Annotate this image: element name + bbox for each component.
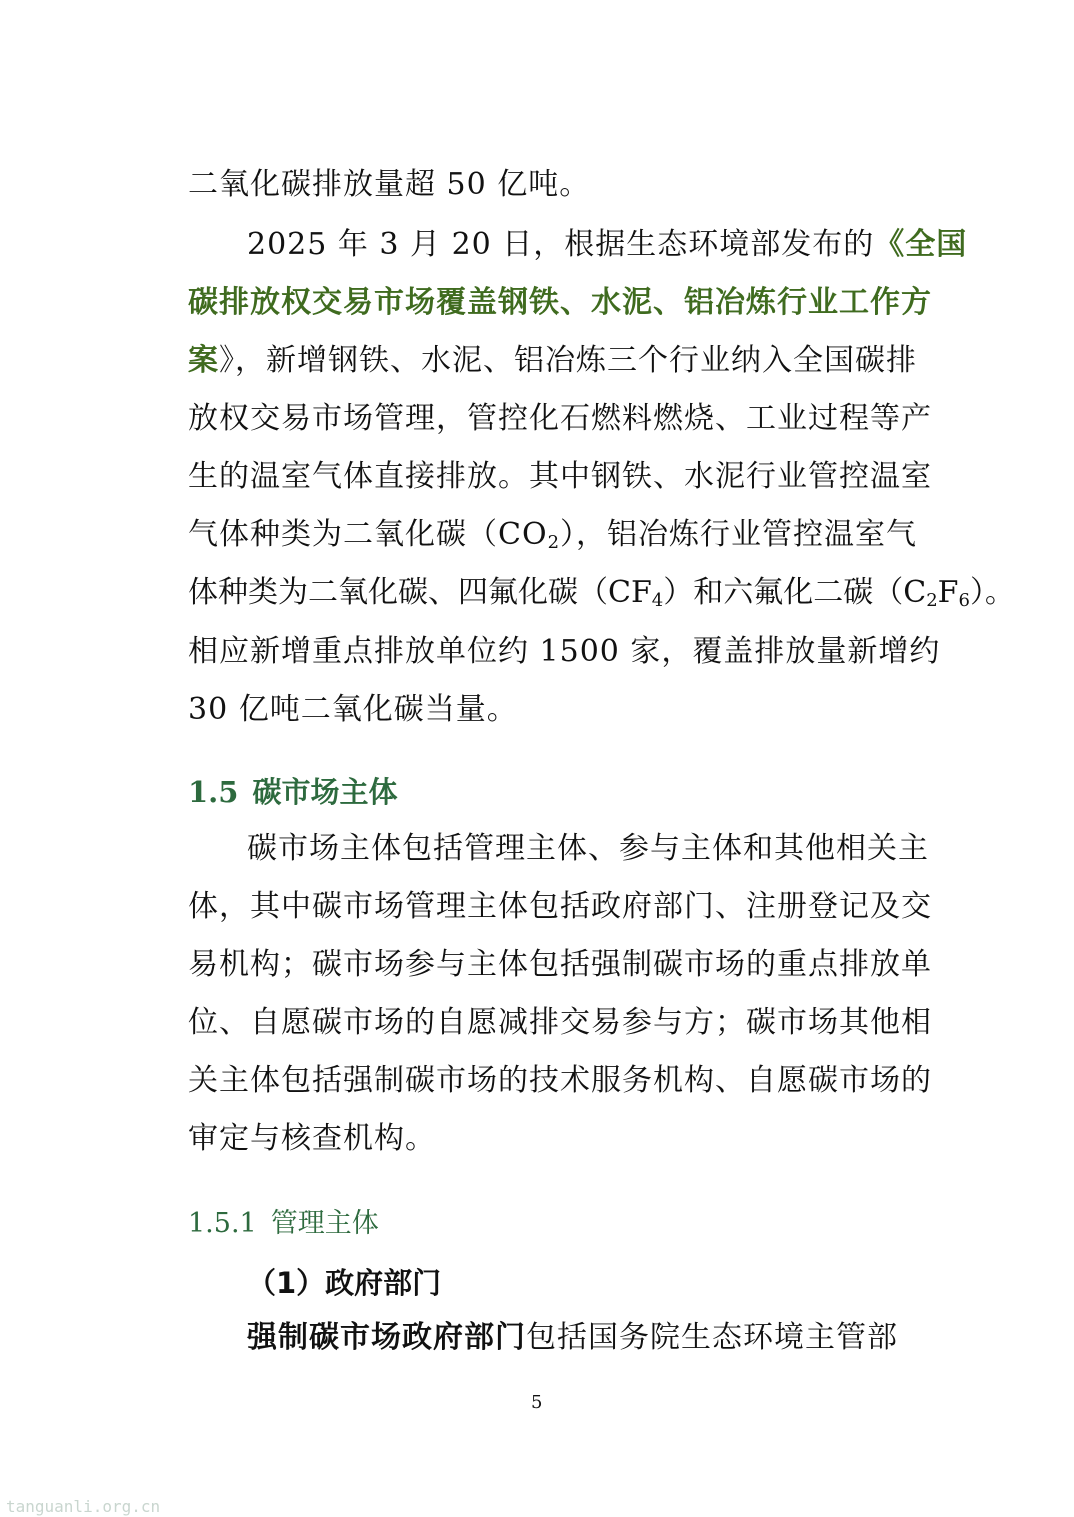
body-line <box>188 283 932 323</box>
body-line: 易机构；碳市场参与主体包括强制碳市场的重点排放单 <box>188 947 932 982</box>
body-text: ）。 <box>969 575 1015 610</box>
body-line: 位、自愿碳市场的自愿减排交易参与方；碳市场其他相 <box>188 1005 932 1040</box>
body-line: 审定与核查机构。 <box>188 1121 436 1156</box>
body-line <box>188 341 917 381</box>
body-line: 相应新增重点排放单位约 1500 家，覆盖排放量新增约 <box>188 634 941 669</box>
document-title-link[interactable]: 碳排放权交易市场覆盖钢铁、水泥、铝冶炼行业工作方 <box>188 285 932 320</box>
body-text: ）和六氟化二碳（C <box>663 575 927 610</box>
item-heading: （1）政府部门 <box>247 1266 442 1300</box>
body-text: 包括国务院生态环境主管部 <box>526 1320 898 1355</box>
subsection-number: 1.5.1 <box>188 1208 257 1239</box>
document-title-link[interactable]: 《全国 <box>874 227 968 262</box>
subscript: 2 <box>547 532 561 553</box>
subsection-title: 管理主体 <box>270 1208 379 1239</box>
document-title-link[interactable]: 案 <box>188 343 219 378</box>
body-line: 生的温室气体直接排放。其中钢铁、水泥行业管控温室 <box>188 459 932 494</box>
body-line: 二氧化碳排放量超 50 亿吨。 <box>188 167 591 202</box>
body-line <box>247 1318 947 1358</box>
page-number: 5 <box>531 1392 543 1413</box>
watermark: tanguanli.org.cn <box>6 1497 161 1516</box>
body-line: 30 亿吨二氧化碳当量。 <box>188 692 518 727</box>
subscript: 4 <box>651 590 664 611</box>
body-line: 体，其中碳市场管理主体包括政府部门、注册登记及交 <box>188 889 932 924</box>
body-text: 》，新增钢铁、水泥、铝冶炼三个行业纳入全国碳排 <box>219 343 917 378</box>
body-line: 关主体包括强制碳市场的技术服务机构、自愿碳市场的 <box>188 1063 932 1098</box>
body-line: 放权交易市场管理，管控化石燃料燃烧、工业过程等产 <box>188 401 932 436</box>
body-text: F <box>937 575 959 610</box>
body-text: ），铝冶炼行业管控温室气 <box>560 517 918 552</box>
section-number: 1.5 <box>188 775 239 809</box>
body-line: 碳市场主体包括管理主体、参与主体和其他相关主 <box>247 831 929 866</box>
section-title: 碳市场主体 <box>252 775 398 809</box>
body-line <box>188 515 918 563</box>
body-text: 体种类为二氧化碳、四氟化碳（CF <box>188 575 652 610</box>
section-heading <box>188 770 397 811</box>
subsection-heading <box>188 1201 379 1240</box>
body-text: 气体种类为二氧化碳（CO <box>188 517 548 552</box>
bold-term: 强制碳市场政府部门 <box>247 1320 526 1355</box>
body-line <box>188 573 1015 621</box>
subscript: 6 <box>958 590 970 611</box>
subscript: 2 <box>926 590 938 611</box>
body-text: 2025 年 3 月 20 日，根据生态环境部发布的 <box>247 227 875 262</box>
body-line <box>247 225 968 265</box>
